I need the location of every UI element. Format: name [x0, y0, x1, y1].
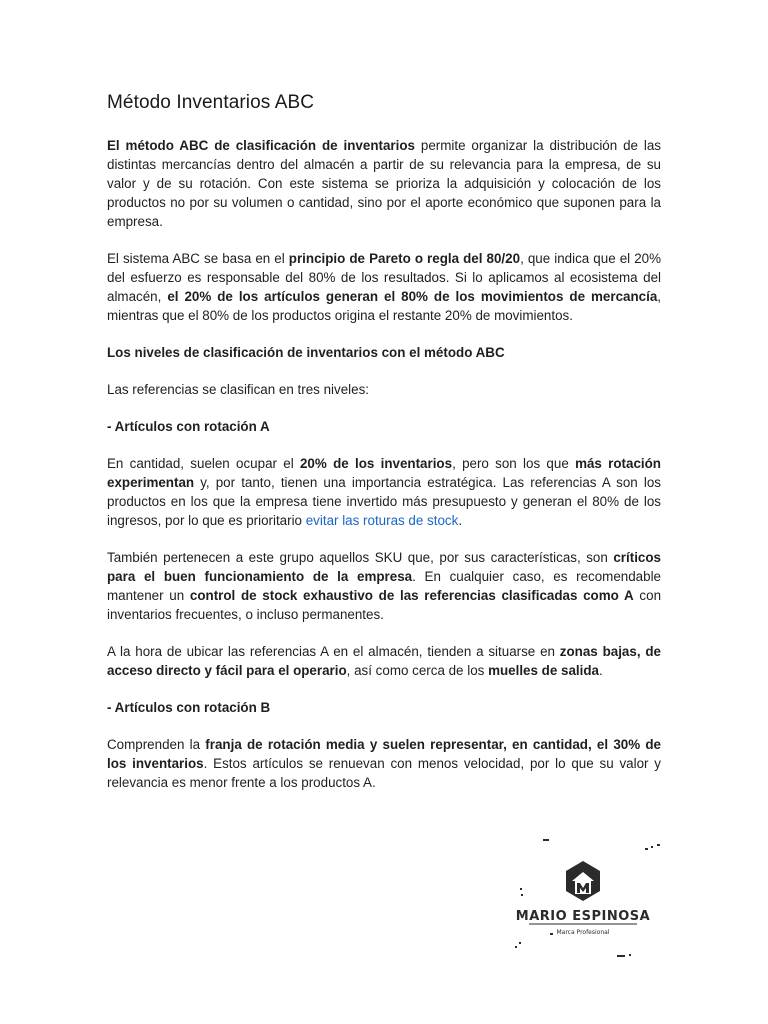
document-page — [107, 92, 661, 810]
heading-levels: Los niveles de clasificación de inventarios con el método ABC — [107, 345, 505, 360]
body-text: , pero son los que — [452, 456, 576, 471]
paragraph-pareto — [107, 249, 661, 325]
body-text: También pertenecen a este grupo aquellos SKU que, por sus características, son — [107, 550, 614, 565]
body-text: y, por tanto, tienen una importancia estratégica. Las referencias A son los productos en los que la empresa tiene invertido más presupuesto y generan el 80% de los ingresos, por lo que es prioritario — [107, 475, 661, 528]
logo-tagline: Marca Profesional — [556, 929, 610, 936]
bold-text: el 20% de los artículos generan el 80% de los movimientos de mercancía — [167, 289, 658, 304]
heading-rotation-a: - Artículos con rotación A — [107, 419, 270, 434]
body-text: Comprenden la — [107, 737, 206, 752]
bold-text: más rotación experimentan — [107, 456, 661, 490]
body-text: con inventarios frecuentes, o incluso permanentes. — [107, 588, 662, 622]
body-text: . — [458, 513, 463, 528]
body-text: , así como cerca de los — [346, 663, 489, 678]
paragraph-rotation-a — [107, 454, 661, 530]
heading-rotation-b: - Artículos con rotación B — [107, 700, 271, 715]
house-m-hexagon-icon — [566, 861, 600, 901]
body-text: , mientras que el 80% de los productos origina el restante 20% de movimientos. — [107, 289, 661, 323]
body-text: . En cualquier caso, es recomendable mantener un — [107, 569, 661, 603]
body-text: El sistema ABC se basa en el — [107, 251, 289, 266]
body-text: , que indica que el 20% del esfuerzo es responsable del 80% de los resultados. Si lo aplicamos al ecosistema del almacén, — [107, 251, 661, 304]
body-text: . — [598, 663, 603, 678]
bold-text: franja de rotación media y suelen representar, en cantidad, el 30% de los inventarios — [107, 737, 661, 771]
logo-wordmark: MARIO ESPINOSA — [515, 909, 651, 924]
paragraph-abc-definition — [107, 136, 661, 231]
bold-text: zonas bajas, de acceso directo y fácil para el operario — [107, 644, 661, 678]
bold-text: principio de Pareto o regla del 80/20 — [288, 251, 521, 266]
body-text: . Estos artículos se renuevan con menos velocidad, por lo que su valor y relevancia es menor frente a los productos A. — [107, 756, 661, 790]
document-title: Método Inventarios ABC — [107, 92, 315, 113]
bold-text: control de stock exhaustivo de las referencias clasificadas como A — [189, 588, 634, 603]
intro-levels: Las referencias se clasifican en tres niveles: — [107, 382, 369, 397]
link-text[interactable]: evitar las roturas de stock — [305, 513, 459, 528]
bold-text: críticos para el buen funcionamiento de la empresa — [107, 550, 661, 584]
bold-text: 20% de los inventarios — [299, 456, 453, 471]
paragraph-sku-critical — [107, 548, 661, 624]
body-text: En cantidad, suelen ocupar el — [107, 456, 300, 471]
bold-text: muelles de salida — [488, 663, 599, 678]
mario-espinosa-logo — [505, 828, 685, 963]
paragraph-location-a — [107, 642, 661, 680]
bold-text: El método ABC de clasificación de inventarios — [107, 138, 415, 153]
logo-graphic — [505, 828, 685, 963]
paragraph-rotation-b — [107, 735, 661, 792]
body-text: A la hora de ubicar las referencias A en el almacén, tienden a situarse en — [107, 644, 560, 659]
body-text: permite organizar la distribución de las distintas mercancías dentro del almacén a partir de su relevancia para la empresa, de su valor y de su rotación. Con este sistema se prioriza la adquisición y colocación de los productos no por su volumen o cantidad, sino por el aporte económico que suponen para la empresa. — [107, 138, 662, 229]
